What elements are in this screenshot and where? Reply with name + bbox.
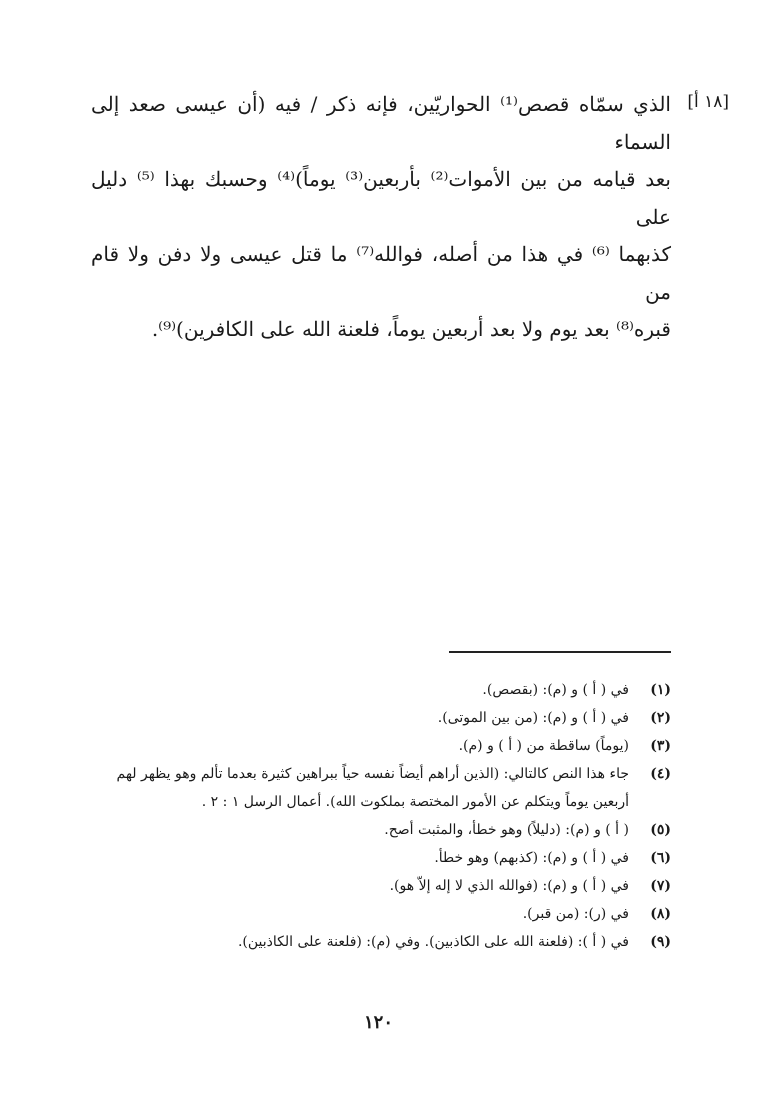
- footnote-item: [81, 928, 671, 956]
- footnotes-list: [81, 676, 671, 956]
- footnote-number: (٦): [650, 850, 671, 866]
- footnote-text: في ( أ ) و (م): (بقصص).: [482, 682, 629, 698]
- footnote-text: (يوماً) ساقطة من ( أ ) و (م).: [458, 738, 629, 754]
- main-text: [91, 86, 671, 349]
- footnote-text: في ( أ ) و (م): (كذبهم) وهو خطأ.: [434, 850, 629, 866]
- footnote-item: [81, 844, 671, 872]
- footnote-number: (٢): [650, 710, 671, 726]
- footnote-number: (٧): [650, 878, 671, 894]
- footnote-text: في ( أ ) و (م): (فوالله الذي لا إله إلاّ هو).: [389, 878, 629, 894]
- footnote-text: في (ر): (من قبر).: [522, 906, 629, 922]
- footnote-number: (٥): [650, 822, 671, 838]
- page-number: ١٢٠: [363, 1012, 393, 1033]
- main-text-line: كذبهما ⁽⁶⁾ في هذا من أصله، فوالله⁽⁷⁾ ما قتل عيسى ولا دفن ولا قام من: [91, 242, 671, 304]
- footnote-separator: [449, 651, 671, 653]
- footnote-number: (٤): [650, 766, 671, 782]
- footnote-number: (١): [650, 682, 671, 698]
- main-text-line: قبره⁽⁸⁾ بعد يوم ولا بعد أربعين يوماً، فلعنة الله على الكافرين)⁽⁹⁾.: [151, 317, 671, 341]
- main-text-line: بعد قيامه من بين الأموات⁽²⁾ بأربعين⁽³⁾ يوماً)⁽⁴⁾ وحسبك بهذا ⁽⁵⁾ دليل على: [91, 167, 671, 229]
- footnote-item: [81, 704, 671, 732]
- main-text-line: الذي سمّاه قصص⁽¹⁾ الحواريّين، فإنه ذكر / فيه (أن عيسى صعد إلى السماء: [91, 92, 671, 154]
- footnote-item: [81, 816, 671, 844]
- footnote-item: [81, 900, 671, 928]
- footnote-text: جاء هذا النص كالتالي: (الذين أراهم أيضاً نفسه حياً ببراهين كثيرة بعدما تألم وهو يظهر لهم أربعين يوماً ويتكلم عن الأمور المختصة بملكوت الله). أعمال الرسل ١ : ٢ .: [116, 766, 629, 810]
- footnote-item: [81, 872, 671, 900]
- footnote-item: [81, 760, 671, 816]
- footnote-number: (٨): [650, 906, 671, 922]
- folio-marker: [١٨ أ]: [687, 92, 729, 112]
- footnote-number: (٩): [650, 934, 671, 950]
- footnote-text: ( أ ) و (م): (دليلاً) وهو خطأ، والمثبت أصح.: [384, 822, 629, 838]
- footnote-text: في ( أ ) و (م): (من بين الموتى).: [437, 710, 629, 726]
- footnote-number: (٣): [650, 738, 671, 754]
- footnote-item: [81, 732, 671, 760]
- footnote-text: في ( أ ): (فلعنة الله على الكاذبين). وفي (م): (فلعنة على الكاذبين).: [237, 934, 629, 950]
- footnote-item: [81, 676, 671, 704]
